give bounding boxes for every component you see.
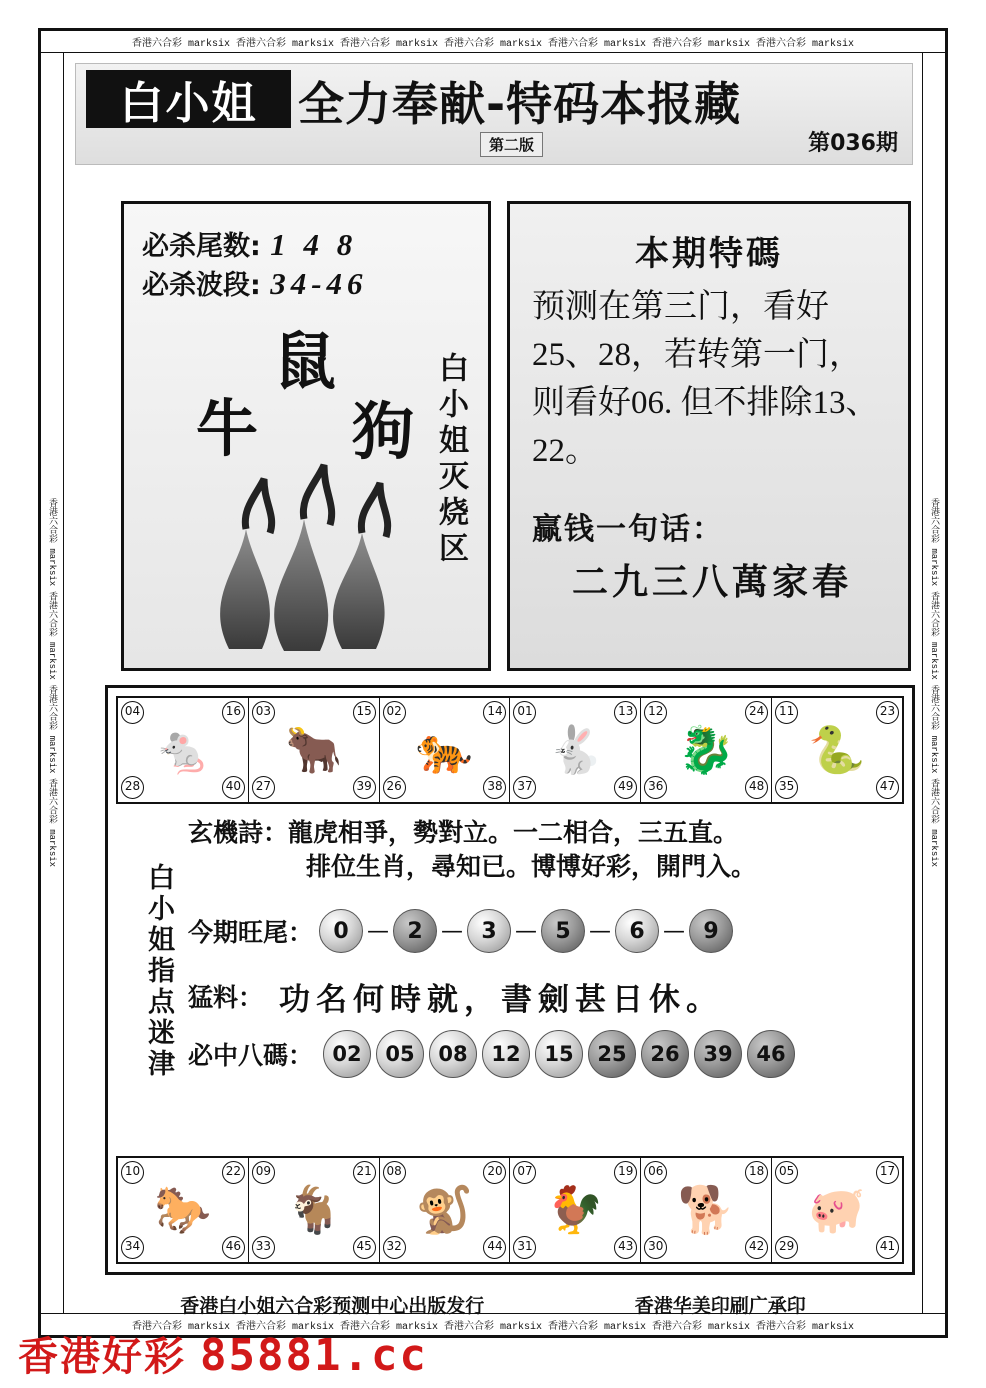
rooster-icon: 🐓 xyxy=(546,1182,605,1237)
kill-tail-value: 1 4 8 xyxy=(270,227,358,262)
dog-icon: 🐕 xyxy=(677,1182,735,1237)
border-band-top: 香港六合彩 marksix 香港六合彩 marksix 香港六合彩 marksix 香港六合彩 marksix 香港六合彩 marksix 香港六合彩 marksix 香港六合彩 marksix xyxy=(41,31,945,53)
tip-label: 猛料： xyxy=(188,983,264,1012)
zodiac-number: 46 xyxy=(222,1236,245,1259)
tiger-icon: 🐅 xyxy=(415,722,474,777)
zodiac-cell xyxy=(249,1158,380,1262)
zodiac-cell xyxy=(380,1158,511,1262)
code-ball: 02 xyxy=(323,1030,371,1078)
footer-printer: 香港华美印刷广承印 xyxy=(634,1294,806,1317)
tail-ball: 2 xyxy=(393,909,437,953)
zodiac-number: 04 xyxy=(121,701,144,724)
edition-badge: 第二版 xyxy=(480,132,543,157)
zodiac-number: 26 xyxy=(383,776,406,799)
brand-logo: 白小姐 xyxy=(86,70,291,128)
poem-text-2: 排位生肖，尋知已。博博好彩，開門入。 xyxy=(306,851,757,881)
zodiac-number: 45 xyxy=(353,1236,376,1259)
rabbit-icon: 🐇 xyxy=(546,722,605,777)
flame-illustration xyxy=(184,449,434,654)
zodiac-cell xyxy=(249,698,380,802)
kill-band-label: 必杀波段: xyxy=(142,270,261,301)
zodiac-word-ox: 牛 xyxy=(196,392,259,465)
zodiac-number: 43 xyxy=(614,1236,637,1259)
poem-text-1: 龍虎相爭，勢對立。一二相合，三五直。 xyxy=(288,818,739,847)
left-panel-side-label: 白小姐灭烧区 xyxy=(433,352,468,568)
tail-ball: 0 xyxy=(319,909,363,953)
zodiac-cell xyxy=(641,698,772,802)
horse-icon: 🐎 xyxy=(154,1182,212,1237)
win-phrase-label: 赢钱一句话： xyxy=(532,512,724,547)
masthead xyxy=(75,63,913,165)
zodiac-number: 16 xyxy=(222,701,245,724)
zodiac-number: 01 xyxy=(513,701,536,724)
zodiac-number: 33 xyxy=(252,1236,275,1259)
zodiac-number: 18 xyxy=(745,1161,768,1184)
zodiac-number: 31 xyxy=(513,1236,536,1259)
tail-ball: 5 xyxy=(541,909,585,953)
tail-separator: — xyxy=(441,918,464,944)
zodiac-number: 42 xyxy=(745,1236,768,1259)
kill-tail-line xyxy=(142,224,368,263)
special-code-panel xyxy=(507,201,911,671)
watermark-text: 香港好彩 xyxy=(18,1334,186,1380)
goat-icon: 🐐 xyxy=(285,1182,343,1237)
snake-icon: 🐍 xyxy=(808,722,866,777)
zodiac-number: 49 xyxy=(614,776,637,799)
tip-row xyxy=(188,972,898,1020)
zodiac-number: 48 xyxy=(745,776,768,799)
code-ball: 08 xyxy=(429,1030,477,1078)
zodiac-word-dog: 狗 xyxy=(352,395,415,468)
tail-separator: — xyxy=(663,918,686,944)
section-vertical-label: 白小姐指点迷津 xyxy=(143,862,174,1080)
kill-numbers-panel xyxy=(121,201,491,671)
zodiac-number: 20 xyxy=(483,1161,506,1184)
issue-number: 第036期 xyxy=(808,131,898,156)
zodiac-number: 24 xyxy=(745,701,768,724)
tip-value: 功名何時就，書劍甚日休。 xyxy=(279,981,724,1018)
tail-separator: — xyxy=(589,918,612,944)
tail-separator: — xyxy=(515,918,538,944)
poster-content xyxy=(69,59,917,1317)
zodiac-number: 03 xyxy=(252,701,275,724)
zodiac-number: 44 xyxy=(483,1236,506,1259)
code-ball: 46 xyxy=(747,1030,795,1078)
watermark-site: 85881.cc xyxy=(200,1330,428,1381)
zodiac-cell xyxy=(510,1158,641,1262)
zodiac-number: 39 xyxy=(353,776,376,799)
prediction-section xyxy=(116,812,904,1148)
ox-icon: 🐂 xyxy=(285,722,343,777)
code-ball: 39 xyxy=(694,1030,742,1078)
zodiac-number: 38 xyxy=(483,776,506,799)
zodiac-number: 05 xyxy=(775,1161,798,1184)
special-code-title: 本期特碼 xyxy=(635,234,783,274)
pig-icon: 🐖 xyxy=(808,1182,866,1237)
page-title: 全力奉献-特码本报藏 xyxy=(298,77,742,131)
zodiac-number: 41 xyxy=(876,1236,899,1259)
zodiac-number: 06 xyxy=(644,1161,667,1184)
eight-codes-label: 必中八碼： xyxy=(188,1041,314,1070)
zodiac-cell xyxy=(641,1158,772,1262)
zodiac-number: 37 xyxy=(513,776,536,799)
zodiac-number: 19 xyxy=(614,1161,637,1184)
tail-separator: — xyxy=(367,918,390,944)
zodiac-number: 22 xyxy=(222,1161,245,1184)
border-band-left: 香港六合彩 marksix 香港六合彩 marksix 香港六合彩 marksix 香港六合彩 marksix xyxy=(41,53,64,1313)
zodiac-number: 13 xyxy=(614,701,637,724)
code-ball: 12 xyxy=(482,1030,530,1078)
tail-ball: 9 xyxy=(689,909,733,953)
zodiac-cell xyxy=(510,698,641,802)
zodiac-number: 11 xyxy=(775,701,798,724)
zodiac-cell xyxy=(118,698,249,802)
zodiac-cell xyxy=(772,1158,902,1262)
zodiac-number: 29 xyxy=(775,1236,798,1259)
poem-line-1 xyxy=(188,816,898,850)
watermark xyxy=(18,1325,428,1382)
zodiac-number: 23 xyxy=(876,701,899,724)
kill-tail-label: 必杀尾数: xyxy=(142,231,261,262)
zodiac-number: 14 xyxy=(483,701,506,724)
kill-band-value: 34-46 xyxy=(270,266,368,301)
code-ball: 05 xyxy=(376,1030,424,1078)
zodiac-word-rat: 鼠 xyxy=(274,325,337,398)
zodiac-number: 12 xyxy=(644,701,667,724)
hot-tails-row xyxy=(188,908,898,954)
monkey-icon: 🐒 xyxy=(415,1182,474,1237)
zodiac-number: 27 xyxy=(252,776,275,799)
hot-tails-balls xyxy=(319,909,733,953)
win-phrase-value: 二九三八萬家春 xyxy=(571,562,852,603)
zodiac-number: 02 xyxy=(383,701,406,724)
zodiac-cell xyxy=(118,1158,249,1262)
zodiac-number: 30 xyxy=(644,1236,667,1259)
zodiac-number: 08 xyxy=(383,1161,406,1184)
zodiac-chart-panel xyxy=(105,685,915,1275)
zodiac-number: 09 xyxy=(252,1161,275,1184)
zodiac-number: 47 xyxy=(876,776,899,799)
code-ball: 25 xyxy=(588,1030,636,1078)
zodiac-number: 28 xyxy=(121,776,144,799)
zodiac-number: 40 xyxy=(222,776,245,799)
kill-lines xyxy=(142,224,368,302)
zodiac-number: 35 xyxy=(775,776,798,799)
kill-band-line xyxy=(142,263,368,302)
tail-ball: 3 xyxy=(467,909,511,953)
zodiac-number: 10 xyxy=(121,1161,144,1184)
hot-tails-label: 今期旺尾： xyxy=(188,918,314,947)
dragon-icon: 🐉 xyxy=(677,722,735,777)
zodiac-number: 34 xyxy=(121,1236,144,1259)
eight-codes-balls xyxy=(323,1030,795,1078)
zodiac-number: 32 xyxy=(383,1236,406,1259)
zodiac-number: 17 xyxy=(876,1161,899,1184)
code-ball: 15 xyxy=(535,1030,583,1078)
decorative-frame xyxy=(38,28,948,1338)
zodiac-number: 21 xyxy=(353,1161,376,1184)
border-band-right: 香港六合彩 marksix 香港六合彩 marksix 香港六合彩 marksix 香港六合彩 marksix xyxy=(922,53,945,1313)
riddle-poem xyxy=(188,816,898,884)
eight-codes-row xyxy=(188,1028,898,1080)
code-ball: 26 xyxy=(641,1030,689,1078)
zodiac-number: 15 xyxy=(353,701,376,724)
rat-icon: 🐁 xyxy=(154,722,212,777)
zodiac-row-top xyxy=(116,696,904,804)
tail-ball: 6 xyxy=(615,909,659,953)
footer xyxy=(105,1289,881,1319)
poem-label: 玄機詩： xyxy=(188,818,289,847)
zodiac-cell xyxy=(772,698,902,802)
zodiac-cell xyxy=(380,698,511,802)
zodiac-number: 36 xyxy=(644,776,667,799)
zodiac-number: 07 xyxy=(513,1161,536,1184)
special-code-body: 预测在第三门，看好25、28，若转第一门，则看好06. 但不排除13、22。 xyxy=(532,289,879,469)
zodiac-row-bottom xyxy=(116,1156,904,1264)
footer-publisher: 香港白小姐六合彩预测中心出版发行 xyxy=(180,1294,485,1317)
border-band-bottom: 香港六合彩 marksix 香港六合彩 marksix 香港六合彩 marksix 香港六合彩 marksix 香港六合彩 marksix 香港六合彩 marksix 香港六合彩 marksix xyxy=(41,1313,945,1335)
